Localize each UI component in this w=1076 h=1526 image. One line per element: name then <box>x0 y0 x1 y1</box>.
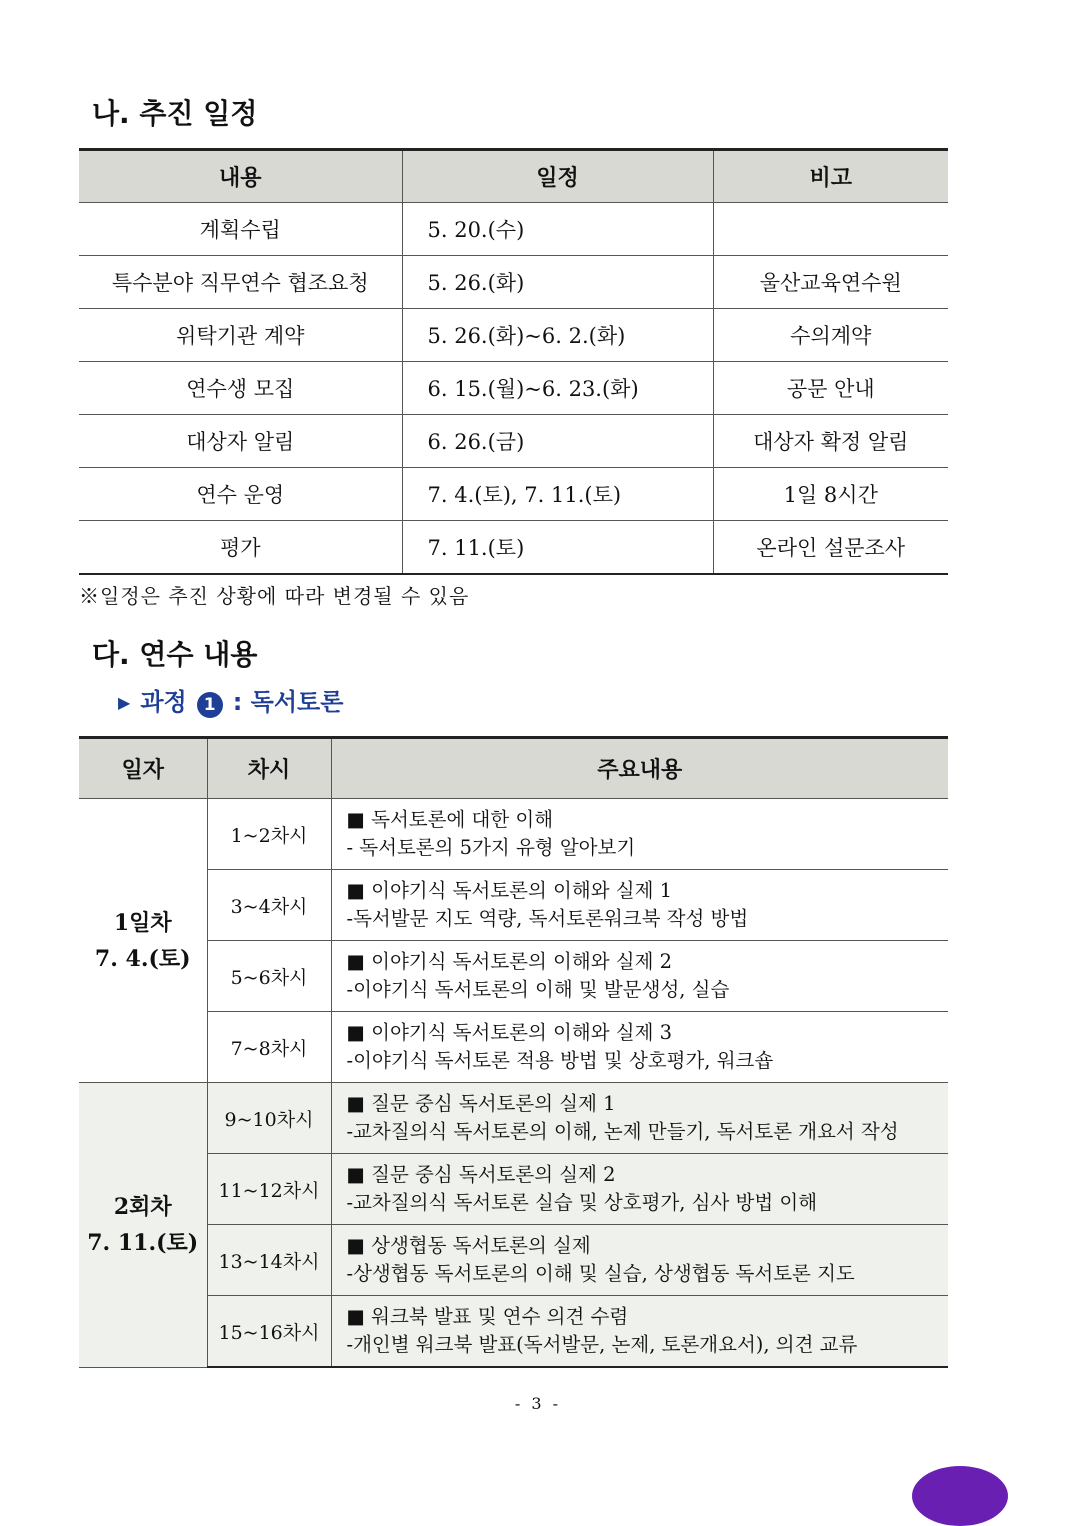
session-detail: -교차질의식 독서토론의 이해, 논제 만들기, 독서토론 개요서 작성 <box>346 1120 899 1143</box>
day-label: 1일차 <box>113 909 172 936</box>
session-detail: -상생협동 독서토론의 이해 및 실습, 상생협동 독서토론 지도 <box>346 1262 855 1285</box>
session-detail: - 독서토론의 5가지 유형 알아보기 <box>346 836 636 859</box>
header-schedule: 일정 <box>402 150 713 203</box>
floating-action-button[interactable] <box>912 1466 1008 1526</box>
table-row <box>79 1296 948 1368</box>
session-title: ■ 이야기식 독서토론의 이해와 실제 3 <box>346 1021 673 1044</box>
session-title: ■ 상생협동 독서토론의 실제 <box>346 1234 591 1257</box>
table-row <box>79 362 948 415</box>
row-content: 특수분야 직무연수 협조요청 <box>79 256 402 309</box>
row-date: 7. 4.(토), 7. 11.(토) <box>402 468 713 521</box>
session-period: 11~12차시 <box>207 1154 331 1225</box>
schedule-table <box>79 148 948 575</box>
table-row <box>79 203 948 256</box>
session-content <box>331 1296 948 1368</box>
table-row <box>79 1083 948 1154</box>
day-cell <box>79 1083 207 1368</box>
course-header-row <box>79 738 948 799</box>
row-remark: 1일 8시간 <box>713 468 948 521</box>
table-row <box>79 941 948 1012</box>
course-name: : 독서토론 <box>232 688 344 716</box>
row-remark: 대상자 확정 알림 <box>713 415 948 468</box>
header-period: 차시 <box>207 738 331 799</box>
day-cell <box>79 799 207 1083</box>
session-title: ■ 질문 중심 독서토론의 실제 2 <box>346 1163 616 1186</box>
session-period: 5~6차시 <box>207 941 331 1012</box>
row-date: 5. 20.(수) <box>402 203 713 256</box>
row-remark: 울산교육연수원 <box>713 256 948 309</box>
table-row <box>79 870 948 941</box>
session-content <box>331 1225 948 1296</box>
table-row <box>79 309 948 362</box>
day-date: 7. 4.(토) <box>94 945 191 972</box>
session-detail: -독서발문 지도 역량, 독서토론워크북 작성 방법 <box>346 907 749 930</box>
session-title: ■ 워크북 발표 및 연수 의견 수렴 <box>346 1305 629 1328</box>
session-period: 15~16차시 <box>207 1296 331 1368</box>
header-day: 일자 <box>79 738 207 799</box>
session-period: 9~10차시 <box>207 1083 331 1154</box>
row-date: 6. 26.(금) <box>402 415 713 468</box>
row-content: 연수생 모집 <box>79 362 402 415</box>
row-content: 평가 <box>79 521 402 575</box>
session-content <box>331 799 948 870</box>
session-title: ■ 이야기식 독서토론의 이해와 실제 1 <box>346 879 673 902</box>
header-remarks: 비고 <box>713 150 948 203</box>
session-period: 13~14차시 <box>207 1225 331 1296</box>
session-period: 1~2차시 <box>207 799 331 870</box>
session-content <box>331 1154 948 1225</box>
schedule-header-row <box>79 150 948 203</box>
session-period: 3~4차시 <box>207 870 331 941</box>
page-number: - 3 - <box>514 1394 562 1413</box>
schedule-note: ※일정은 추진 상황에 따라 변경될 수 있음 <box>79 584 470 608</box>
header-content: 내용 <box>79 150 402 203</box>
row-content: 연수 운영 <box>79 468 402 521</box>
row-content: 계획수립 <box>79 203 402 256</box>
session-detail: -개인별 워크북 발표(독서발문, 논제, 토론개요서), 의견 교류 <box>346 1333 858 1356</box>
section-title-training-content: 다. 연수 내용 <box>92 638 258 671</box>
section-title-schedule: 나. 추진 일정 <box>92 97 258 130</box>
row-content: 위탁기관 계약 <box>79 309 402 362</box>
row-date: 5. 26.(화)~6. 2.(화) <box>402 309 713 362</box>
session-detail: -이야기식 독서토론의 이해 및 발문생성, 실습 <box>346 978 730 1001</box>
table-row <box>79 468 948 521</box>
row-date: 5. 26.(화) <box>402 256 713 309</box>
row-remark: 온라인 설문조사 <box>713 521 948 575</box>
course-subtitle <box>118 682 343 718</box>
table-row <box>79 1012 948 1083</box>
row-remark: 공문 안내 <box>713 362 948 415</box>
session-detail: -이야기식 독서토론 적용 방법 및 상호평가, 워크숍 <box>346 1049 774 1072</box>
session-detail: -교차질의식 독서토론 실습 및 상호평가, 심사 방법 이해 <box>346 1191 818 1214</box>
session-content <box>331 1083 948 1154</box>
row-remark: 수의계약 <box>713 309 948 362</box>
table-row <box>79 799 948 870</box>
session-period: 7~8차시 <box>207 1012 331 1083</box>
row-remark <box>713 203 948 256</box>
table-row <box>79 521 948 575</box>
day-label: 2회차 <box>113 1193 172 1220</box>
row-date: 7. 11.(토) <box>402 521 713 575</box>
triangle-marker-icon: ▶ <box>118 693 131 712</box>
row-date: 6. 15.(월)~6. 23.(화) <box>402 362 713 415</box>
session-content <box>331 1012 948 1083</box>
session-content <box>331 941 948 1012</box>
table-row <box>79 1225 948 1296</box>
session-content <box>331 870 948 941</box>
session-title: ■ 질문 중심 독서토론의 실제 1 <box>346 1092 616 1115</box>
session-title: ■ 독서토론에 대한 이해 <box>346 808 554 831</box>
circled-number-icon: 1 <box>197 692 223 718</box>
header-main-content: 주요내용 <box>331 738 948 799</box>
course-table <box>79 736 948 1368</box>
session-title: ■ 이야기식 독서토론의 이해와 실제 2 <box>346 950 673 973</box>
table-row <box>79 415 948 468</box>
day-date: 7. 11.(토) <box>87 1229 199 1256</box>
table-row <box>79 1154 948 1225</box>
course-label: 과정 <box>140 688 187 716</box>
row-content: 대상자 알림 <box>79 415 402 468</box>
table-row <box>79 256 948 309</box>
